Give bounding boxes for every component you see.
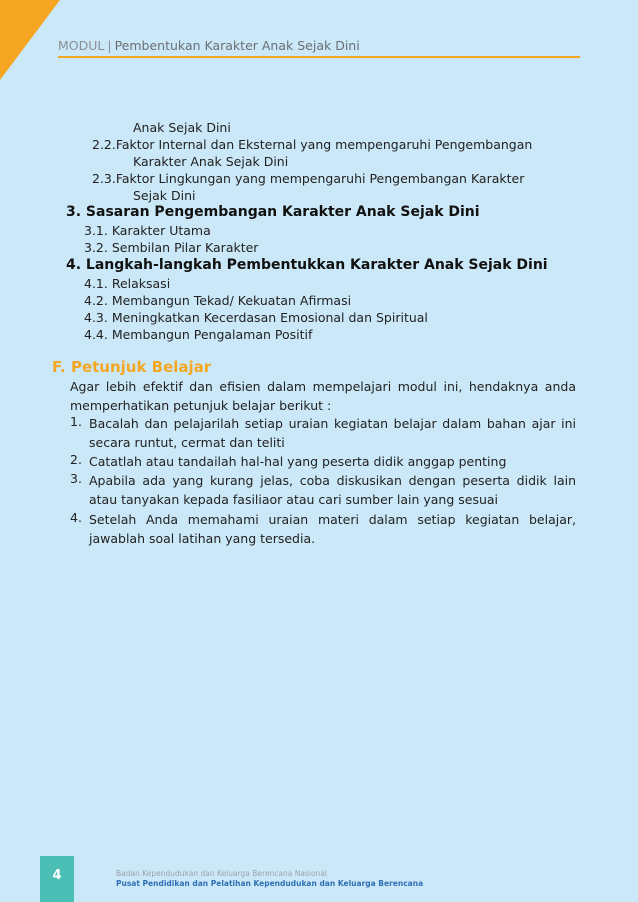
- corner-triangle-decoration: [0, 0, 60, 80]
- list-number-2: 2.: [70, 452, 82, 467]
- running-header: [58, 38, 360, 53]
- toc-item-4-1: 4.1. Relaksasi: [84, 276, 171, 291]
- list-item-2: Catatlah atau tandailah hal-hal yang peserta didik anggap penting: [89, 454, 507, 469]
- toc-item-3-2: 3.2. Sembilan Pilar Karakter: [84, 240, 259, 255]
- list-number-3: 3.: [70, 471, 82, 486]
- header-title: Pembentukan Karakter Anak Sejak Dini: [114, 38, 360, 53]
- toc-heading-4: 4. Langkah-langkah Pembentukkan Karakter Anak Sejak Dini: [66, 257, 548, 273]
- toc-item-2-2-cont: Karakter Anak Sejak Dini: [133, 154, 289, 169]
- page-number: 4: [52, 868, 62, 883]
- footer-organization: Badan Kependudukan dan Keluarga Berencana Nasional: [116, 869, 327, 878]
- list-number-4: 4.: [70, 510, 82, 525]
- toc-heading-3: 3. Sasaran Pengembangan Karakter Anak Sejak Dini: [66, 204, 480, 220]
- list-number-1: 1.: [70, 414, 82, 429]
- footer-unit: Pusat Pendidikan dan Pelatihan Kependudukan dan Keluarga Berencana: [116, 879, 424, 888]
- list-item-1: Bacalah dan pelajarilah setiap uraian kegiatan belajar dalam bahan ajar ini secara runtut, cermat dan teliti: [89, 416, 576, 450]
- toc-item-4-3: 4.3. Meningkatkan Kecerdasan Emosional dan Spiritual: [84, 310, 428, 325]
- toc-item-2-2: 2.2.Faktor Internal dan Eksternal yang mempengaruhi Pengembangan: [92, 137, 533, 152]
- toc-item-2-3: 2.3.Faktor Lingkungan yang mempengaruhi Pengembangan Karakter: [92, 171, 525, 186]
- list-item-4: Setelah Anda memahami uraian materi dalam setiap kegiatan belajar, jawablah soal latihan yang tersedia.: [89, 512, 576, 546]
- toc-line-anak-sejak-dini: Anak Sejak Dini: [133, 120, 231, 135]
- toc-item-4-4: 4.4. Membangun Pengalaman Positif: [84, 327, 313, 342]
- toc-item-4-2: 4.2. Membangun Tekad/ Kekuatan Afirmasi: [84, 293, 352, 308]
- section-heading-petunjuk-belajar: F. Petunjuk Belajar: [52, 358, 212, 376]
- toc-item-3-1: 3.1. Karakter Utama: [84, 223, 211, 238]
- list-item-3: Apabila ada yang kurang jelas, coba diskusikan dengan peserta didik lain atau tanyakan kepada fasiliaor atau cari sumber lain yang sesuai: [89, 473, 576, 507]
- toc-item-2-3-cont: Sejak Dini: [133, 188, 196, 203]
- header-separator: |: [107, 38, 112, 53]
- intro-paragraph: Agar lebih efektif dan efisien dalam mempelajari modul ini, hendaknya anda memperhatikan petunjuk belajar berikut :: [70, 379, 576, 413]
- header-label: MODUL: [58, 38, 105, 53]
- header-rule: [58, 56, 580, 58]
